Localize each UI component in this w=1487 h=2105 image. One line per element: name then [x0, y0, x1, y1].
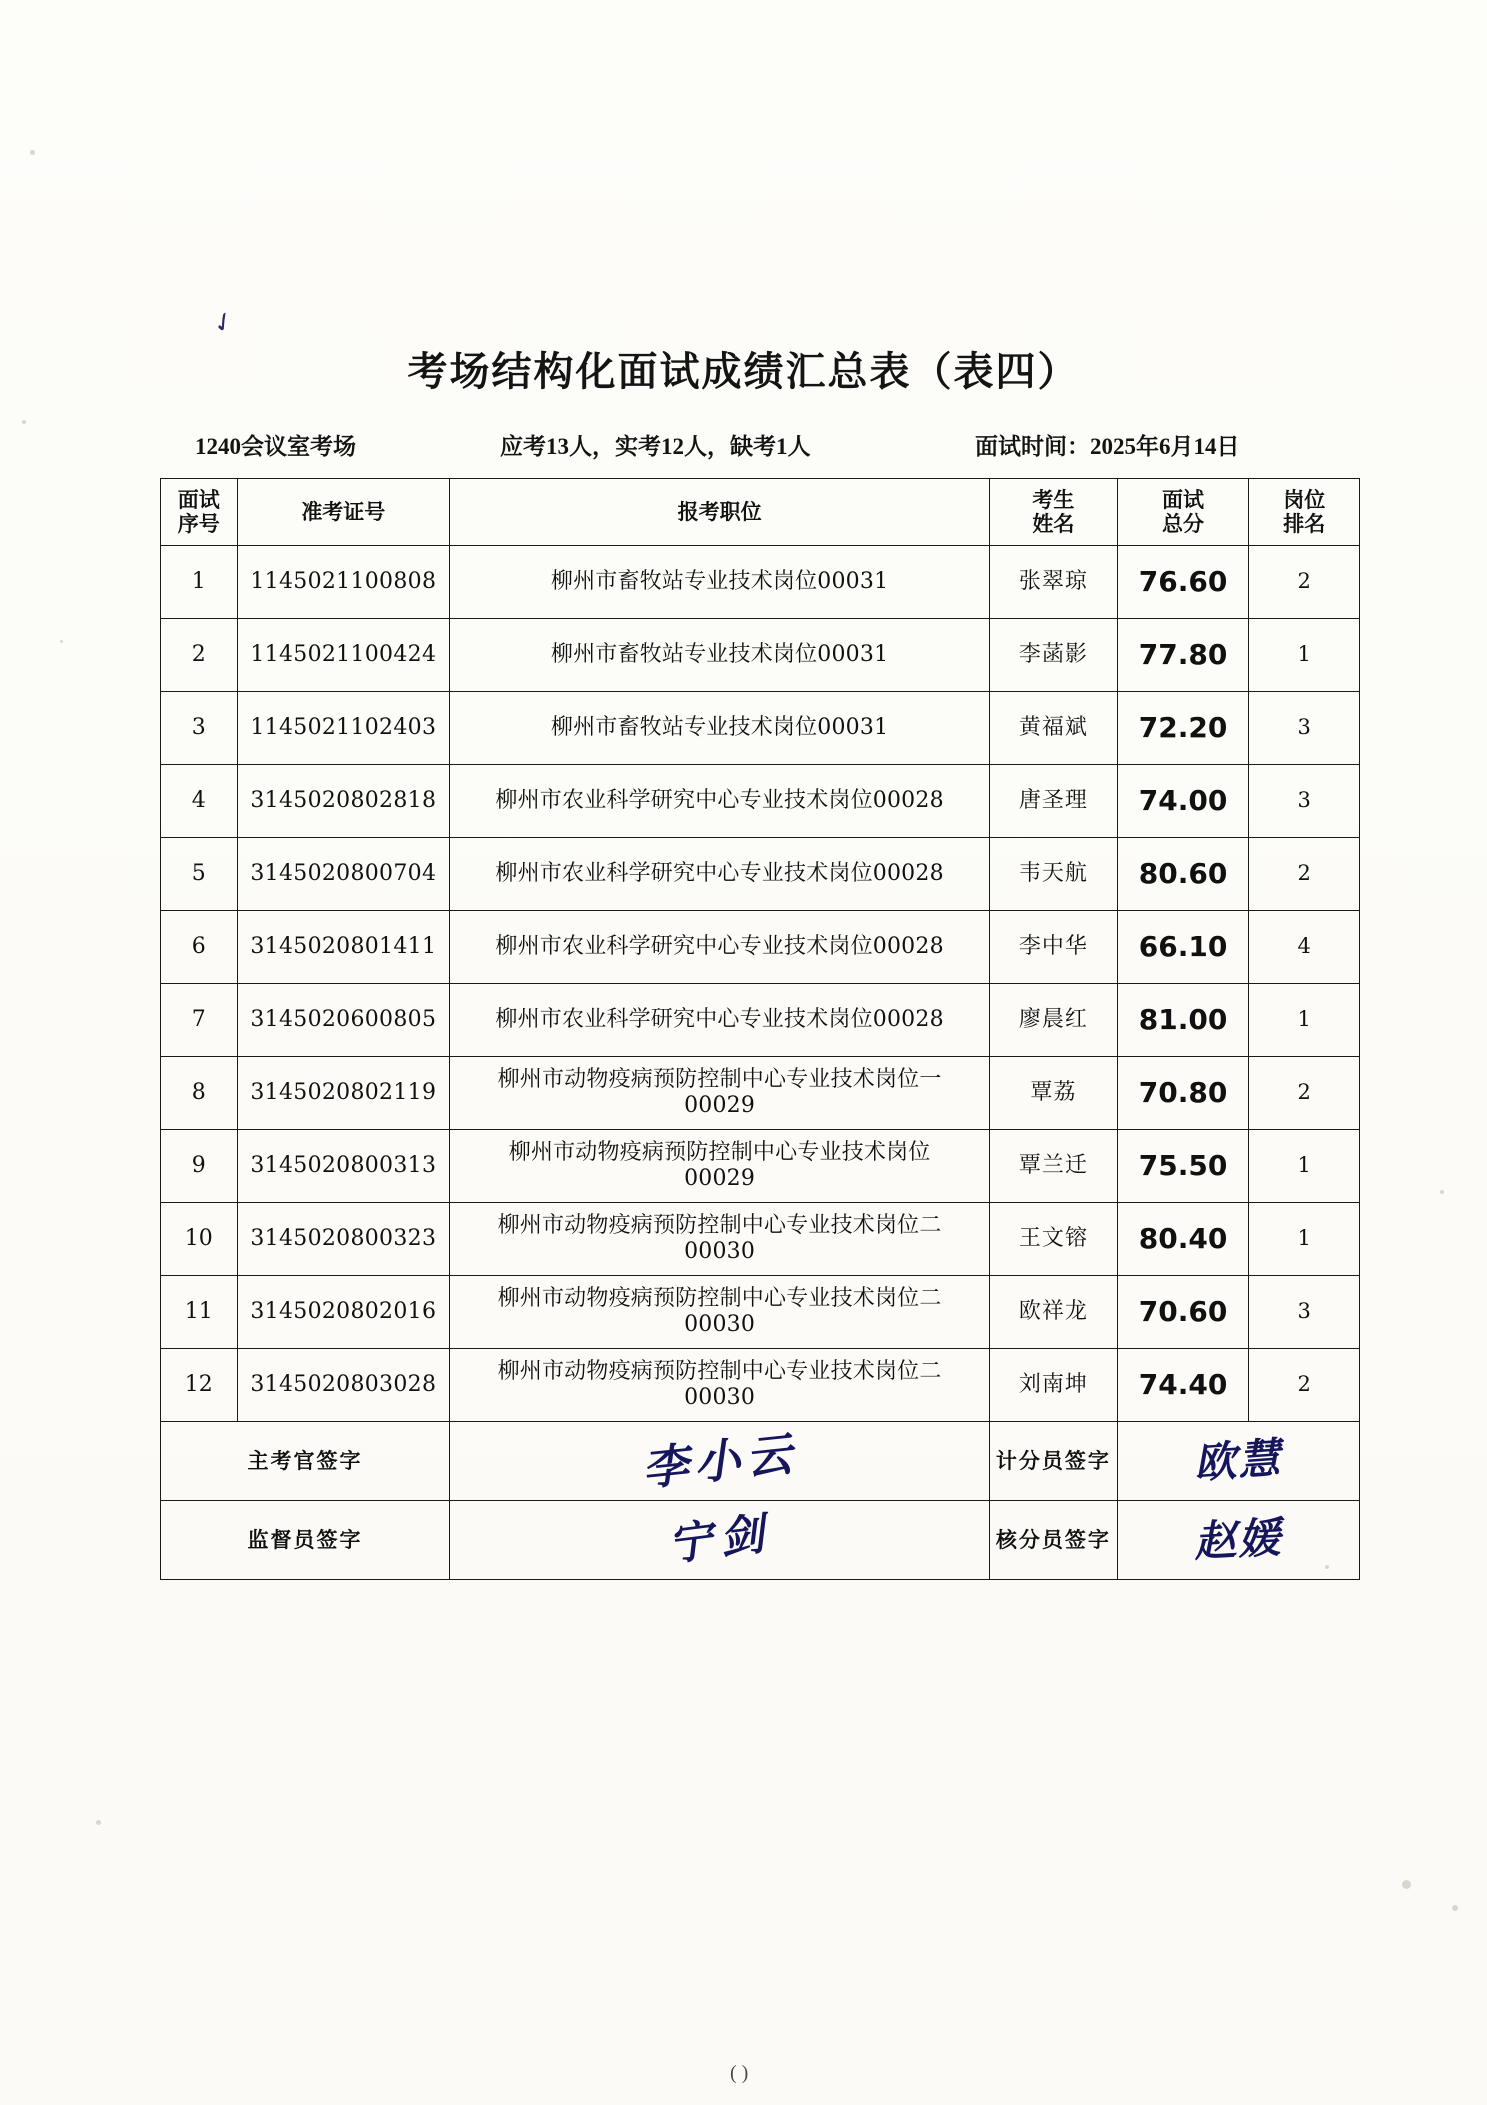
cell-name: 唐圣理	[990, 765, 1118, 838]
scores-table	[160, 478, 1360, 1580]
pen-check-mark: ✓	[206, 304, 241, 342]
table-row	[161, 765, 1360, 838]
cell-score: 76.60	[1117, 546, 1249, 619]
cell-ticket: 3145020600805	[237, 984, 450, 1057]
cell-rank: 1	[1249, 619, 1360, 692]
signature-row	[161, 1501, 1360, 1580]
cell-score: 70.80	[1117, 1057, 1249, 1130]
page-footer-mark: ( )	[730, 2062, 749, 2084]
cell-score: 66.10	[1117, 911, 1249, 984]
cell-ticket: 3145020800313	[237, 1130, 450, 1203]
cell-seq: 2	[161, 619, 238, 692]
cell-ticket: 1145021100808	[237, 546, 450, 619]
interview-time: 面试时间：2025年6月14日	[975, 434, 1240, 459]
cell-post: 柳州市畜牧站专业技术岗位00031	[450, 619, 990, 692]
attendance-summary: 应考13人，实考12人，缺考1人	[500, 434, 811, 459]
cell-post: 柳州市动物疫病预防控制中心专业技术岗位二 00030	[450, 1203, 990, 1276]
cell-rank: 1	[1249, 1203, 1360, 1276]
cell-score: 74.40	[1117, 1349, 1249, 1422]
cell-post: 柳州市畜牧站专业技术岗位00031	[450, 546, 990, 619]
scan-speck	[96, 1820, 101, 1825]
cell-rank: 2	[1249, 1349, 1360, 1422]
cell-post: 柳州市动物疫病预防控制中心专业技术岗位一 00029	[450, 1057, 990, 1130]
table-row	[161, 692, 1360, 765]
cell-post: 柳州市农业科学研究中心专业技术岗位00028	[450, 911, 990, 984]
chief-examiner-signature-label: 主考官签字	[161, 1422, 450, 1501]
cell-score: 80.60	[1117, 838, 1249, 911]
table-row	[161, 838, 1360, 911]
cell-name: 李中华	[990, 911, 1118, 984]
table-row	[161, 619, 1360, 692]
cell-ticket: 1145021100424	[237, 619, 450, 692]
cell-seq: 4	[161, 765, 238, 838]
cell-name: 刘南坤	[990, 1349, 1118, 1422]
cell-post: 柳州市动物疫病预防控制中心专业技术岗位二 00030	[450, 1349, 990, 1422]
cell-rank: 1	[1249, 984, 1360, 1057]
col-header-seq: 面试 序号	[161, 479, 238, 546]
cell-score: 70.60	[1117, 1276, 1249, 1349]
handwritten-signature: 宁剑	[664, 1508, 775, 1572]
cell-seq: 11	[161, 1276, 238, 1349]
cell-post: 柳州市农业科学研究中心专业技术岗位00028	[450, 984, 990, 1057]
table-row	[161, 984, 1360, 1057]
cell-seq: 7	[161, 984, 238, 1057]
cell-seq: 9	[161, 1130, 238, 1203]
supervisor-signature-value	[450, 1501, 990, 1580]
cell-seq: 3	[161, 692, 238, 765]
cell-ticket: 3145020803028	[237, 1349, 450, 1422]
table-row	[161, 1349, 1360, 1422]
cell-seq: 8	[161, 1057, 238, 1130]
scan-speck	[1452, 1905, 1458, 1911]
cell-post: 柳州市畜牧站专业技术岗位00031	[450, 692, 990, 765]
cell-score: 74.00	[1117, 765, 1249, 838]
cell-ticket: 1145021102403	[237, 692, 450, 765]
cell-rank: 3	[1249, 692, 1360, 765]
scorer-signature-value	[1117, 1422, 1359, 1501]
col-header-post: 报考职位	[450, 479, 990, 546]
cell-rank: 2	[1249, 838, 1360, 911]
chief-examiner-signature-value	[450, 1422, 990, 1501]
handwritten-signature: 欧慧	[1192, 1433, 1284, 1489]
cell-name: 黄福斌	[990, 692, 1118, 765]
cell-rank: 2	[1249, 546, 1360, 619]
cell-seq: 5	[161, 838, 238, 911]
cell-ticket: 3145020802119	[237, 1057, 450, 1130]
cell-ticket: 3145020800323	[237, 1203, 450, 1276]
cell-ticket: 3145020802016	[237, 1276, 450, 1349]
table-row	[161, 546, 1360, 619]
scan-speck	[30, 150, 35, 155]
cell-rank: 3	[1249, 1276, 1360, 1349]
cell-name: 李菡影	[990, 619, 1118, 692]
cell-score: 75.50	[1117, 1130, 1249, 1203]
page-title: 考场结构化面试成绩汇总表（表四）	[407, 348, 1080, 395]
scan-speck	[1440, 1190, 1444, 1194]
col-header-rank: 岗位 排名	[1249, 479, 1360, 546]
table-row	[161, 1203, 1360, 1276]
cell-name: 欧祥龙	[990, 1276, 1118, 1349]
handwritten-signature: 赵媛	[1193, 1513, 1284, 1567]
cell-score: 72.20	[1117, 692, 1249, 765]
cell-score: 81.00	[1117, 984, 1249, 1057]
cell-name: 覃兰迁	[990, 1130, 1118, 1203]
document-subheader	[160, 428, 1340, 462]
table-row	[161, 1276, 1360, 1349]
cell-name: 张翠琼	[990, 546, 1118, 619]
cell-seq: 12	[161, 1349, 238, 1422]
col-header-score: 面试 总分	[1117, 479, 1249, 546]
cell-post: 柳州市农业科学研究中心专业技术岗位00028	[450, 765, 990, 838]
table-body	[161, 546, 1360, 1580]
scan-speck	[1402, 1880, 1411, 1889]
supervisor-signature-label: 监督员签字	[161, 1501, 450, 1580]
cell-post: 柳州市动物疫病预防控制中心专业技术岗位二 00030	[450, 1276, 990, 1349]
cell-seq: 1	[161, 546, 238, 619]
table-row	[161, 1130, 1360, 1203]
cell-ticket: 3145020800704	[237, 838, 450, 911]
table-header	[161, 479, 1360, 546]
cell-seq: 6	[161, 911, 238, 984]
scan-speck	[22, 420, 26, 424]
cell-name: 覃荔	[990, 1057, 1118, 1130]
col-header-name: 考生 姓名	[990, 479, 1118, 546]
signature-row	[161, 1422, 1360, 1501]
cell-ticket: 3145020802818	[237, 765, 450, 838]
cell-seq: 10	[161, 1203, 238, 1276]
table-row	[161, 911, 1360, 984]
score-checker-signature-value	[1117, 1501, 1359, 1580]
col-header-ticket: 准考证号	[237, 479, 450, 546]
cell-post: 柳州市动物疫病预防控制中心专业技术岗位 00029	[450, 1130, 990, 1203]
table-row	[161, 1057, 1360, 1130]
exam-room-label: 1240会议室考场	[195, 434, 356, 459]
cell-post: 柳州市农业科学研究中心专业技术岗位00028	[450, 838, 990, 911]
cell-rank: 4	[1249, 911, 1360, 984]
cell-rank: 2	[1249, 1057, 1360, 1130]
cell-score: 80.40	[1117, 1203, 1249, 1276]
cell-name: 王文镕	[990, 1203, 1118, 1276]
scorer-signature-label: 计分员签字	[990, 1422, 1118, 1501]
cell-ticket: 3145020801411	[237, 911, 450, 984]
table-header-row	[161, 479, 1360, 546]
handwritten-signature: 李小云	[639, 1425, 800, 1496]
cell-rank: 1	[1249, 1130, 1360, 1203]
cell-name: 廖晨红	[990, 984, 1118, 1057]
score-checker-signature-label: 核分员签字	[990, 1501, 1118, 1580]
scan-speck	[60, 640, 63, 643]
cell-rank: 3	[1249, 765, 1360, 838]
cell-name: 韦天航	[990, 838, 1118, 911]
cell-score: 77.80	[1117, 619, 1249, 692]
